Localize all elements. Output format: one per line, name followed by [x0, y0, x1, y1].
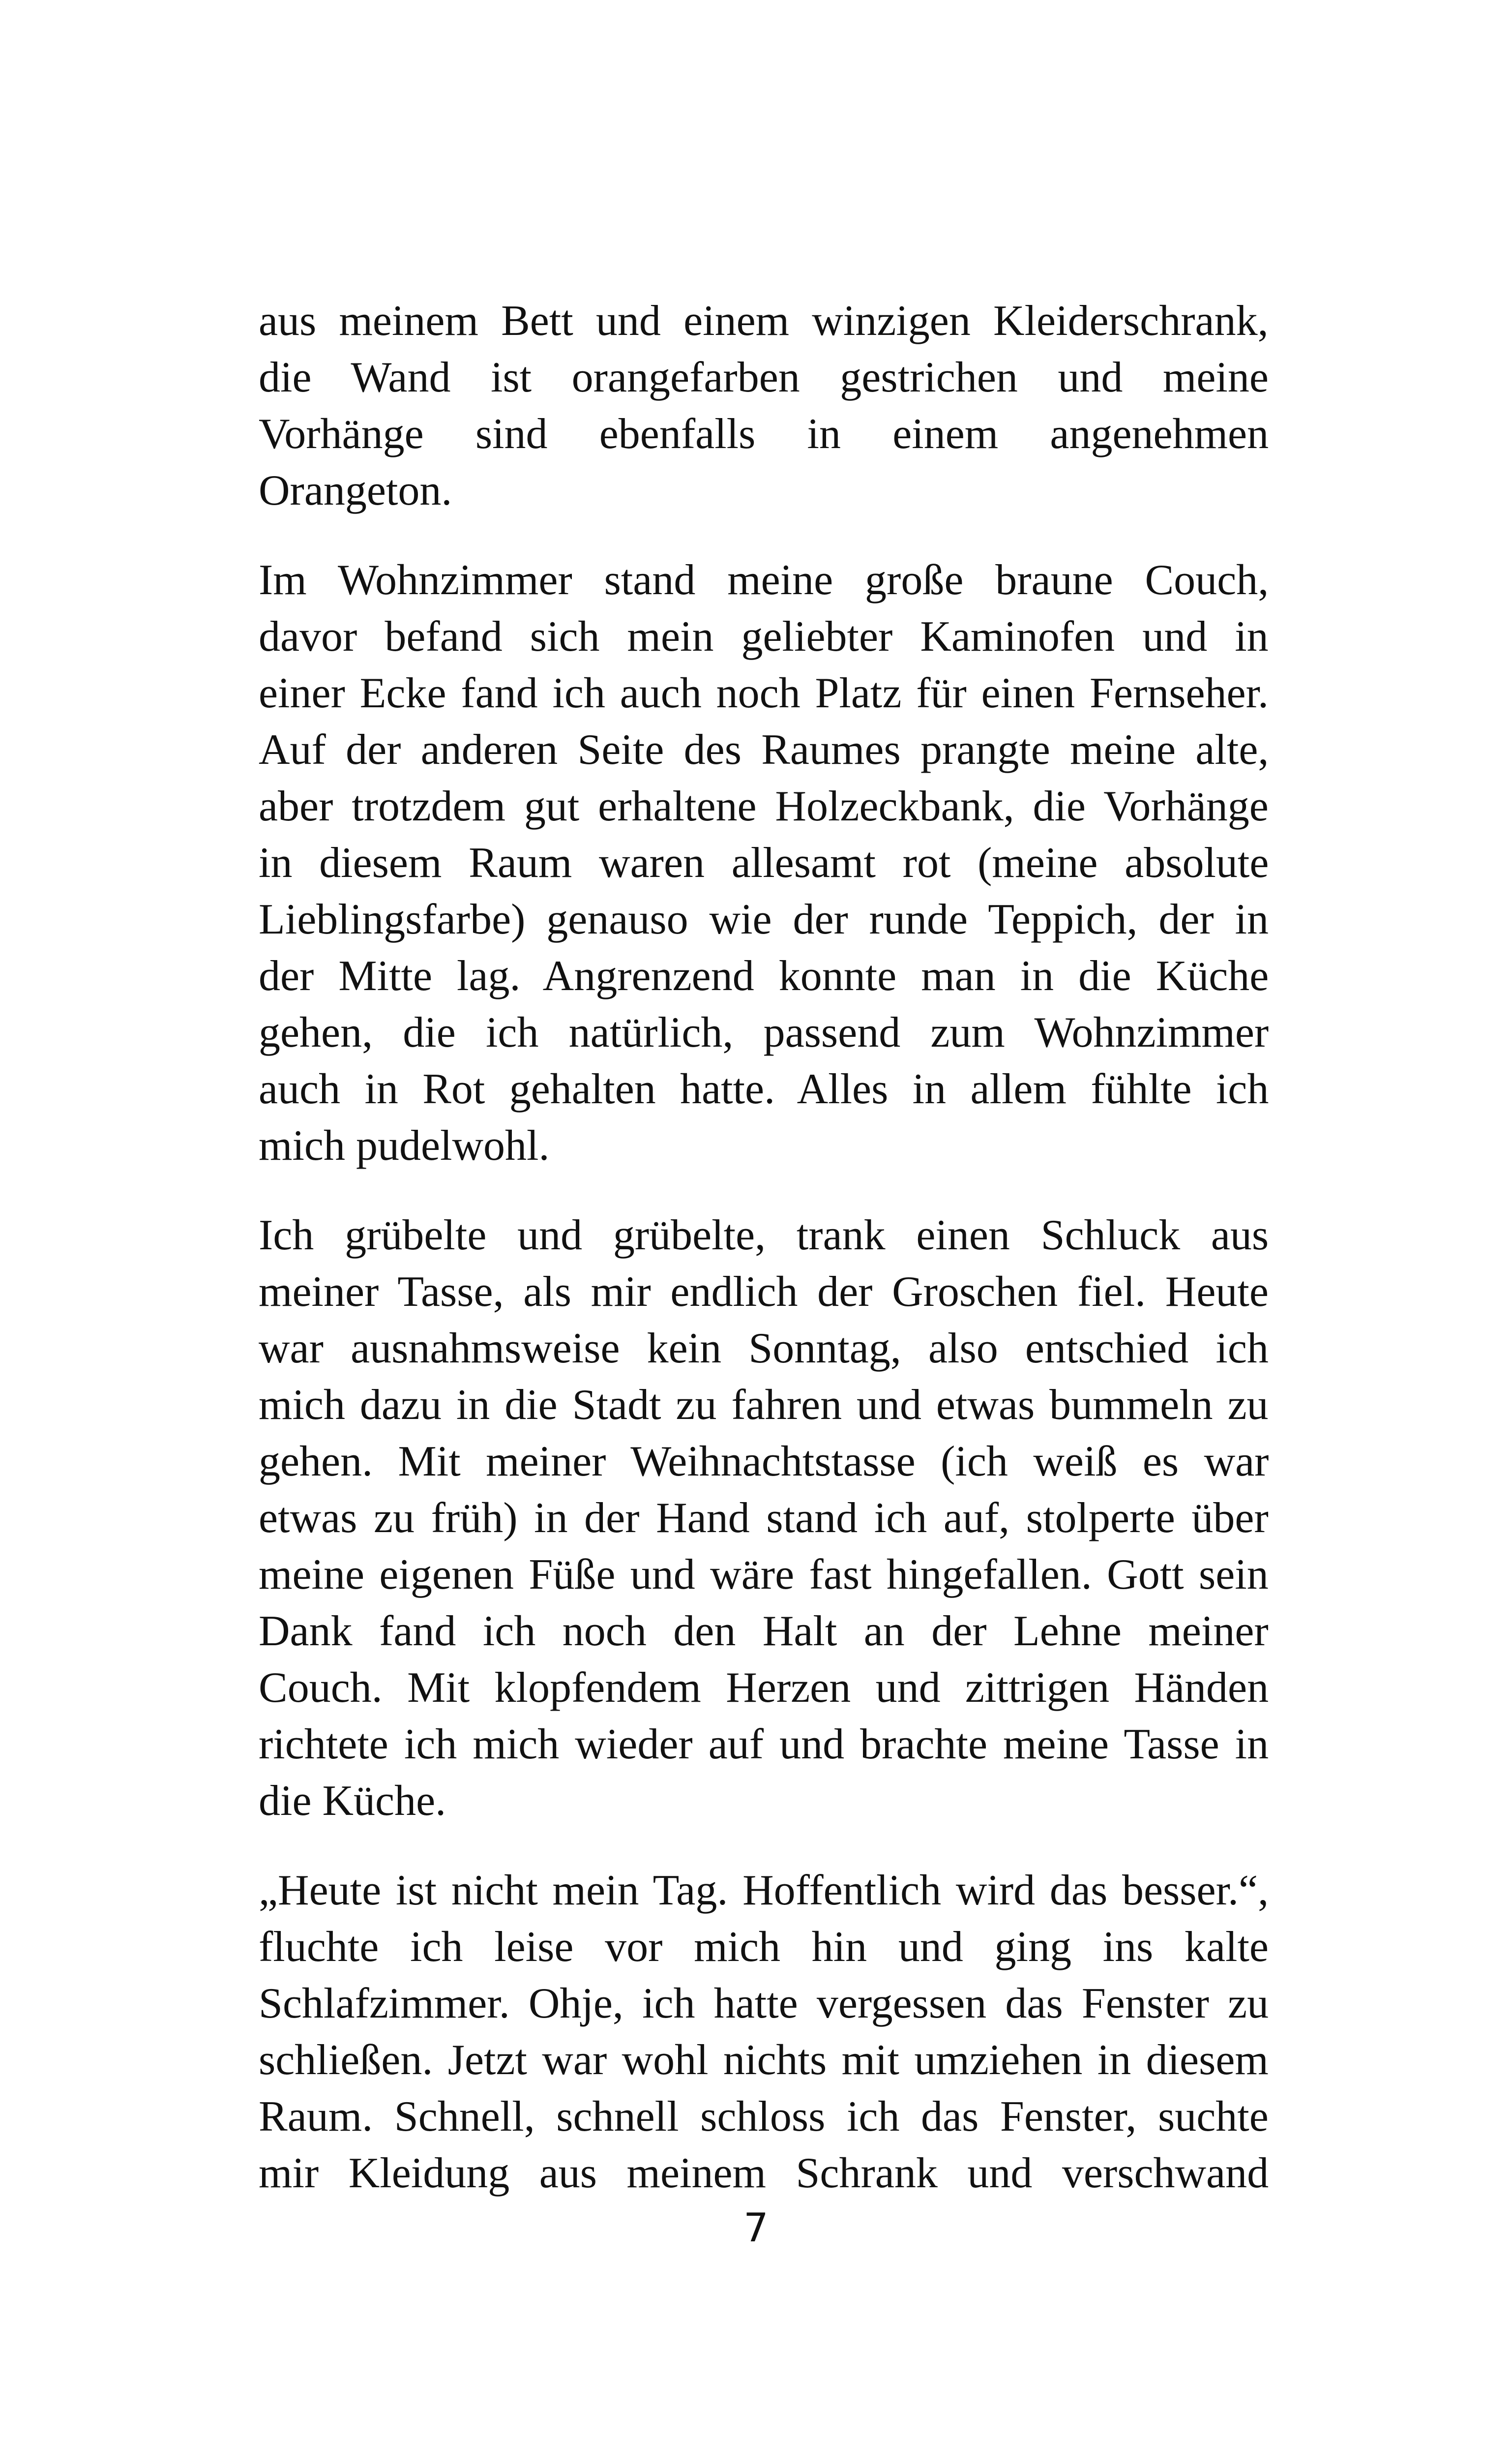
text-line: gehen. Mit meiner Weihnachtstasse (ich weiß es war — [259, 1438, 1269, 1485]
text-line: Lieblingsfarbe) genauso wie der runde Teppich, der in — [259, 896, 1269, 943]
text-line: davor befand sich mein geliebter Kaminofen und in — [259, 613, 1269, 661]
text-line: Dank fand ich noch den Halt an der Lehne meiner — [259, 1607, 1269, 1655]
paragraph — [259, 552, 1269, 1174]
text-line: Ich grübelte und grübelte, trank einen Schluck aus — [259, 1211, 1269, 1259]
text-line: richtete ich mich wieder auf und brachte meine Tasse in — [259, 1720, 1269, 1768]
text-line: fluchte ich leise vor mich hin und ging ins kalte — [259, 1923, 1269, 1971]
text-line: „Heute ist nicht mein Tag. Hoffentlich wird das besser.“, — [259, 1867, 1269, 1914]
text-line: in diesem Raum waren allesamt rot (meine absolute — [259, 839, 1269, 887]
text-line: Vorhänge sind ebenfalls in einem angenehmen — [259, 410, 1269, 458]
text-line: die Wand ist orangefarben gestrichen und meine — [259, 354, 1269, 401]
body-text — [259, 293, 1269, 2202]
text-line: auch in Rot gehalten hatte. Alles in allem fühlte ich — [259, 1065, 1269, 1113]
text-line: meine eigenen Füße und wäre fast hingefallen. Gott sein — [259, 1551, 1269, 1599]
paragraph — [259, 1207, 1269, 1829]
text-line: die Küche. — [259, 1777, 446, 1825]
text-line: Im Wohnzimmer stand meine große braune Couch, — [259, 556, 1269, 604]
paragraph — [259, 1862, 1269, 2202]
page-number: 7 — [743, 2205, 769, 2251]
text-line: mir Kleidung aus meinem Schrank und verschwand — [259, 2149, 1269, 2197]
text-line: etwas zu früh) in der Hand stand ich auf, stolperte über — [259, 1494, 1269, 1542]
text-line: mich pudelwohl. — [259, 1122, 550, 1170]
text-line: gehen, die ich natürlich, passend zum Wohnzimmer — [259, 1009, 1269, 1056]
text-line: Orangeton. — [259, 467, 452, 514]
text-line: einer Ecke fand ich auch noch Platz für einen Fernseher. — [259, 669, 1269, 717]
text-line: aus meinem Bett und einem winzigen Kleiderschrank, — [259, 297, 1269, 345]
text-line: Schlafzimmer. Ohje, ich hatte vergessen das Fenster zu — [259, 1980, 1269, 2027]
text-line: Raum. Schnell, schnell schloss ich das Fenster, suchte — [259, 2093, 1269, 2141]
text-line: der Mitte lag. Angrenzend konnte man in die Küche — [259, 952, 1269, 1000]
paragraph — [259, 293, 1269, 519]
text-line: Auf der anderen Seite des Raumes prangte meine alte, — [259, 726, 1269, 774]
text-line: aber trotzdem gut erhaltene Holzeckbank, die Vorhänge — [259, 783, 1269, 830]
text-line: meiner Tasse, als mir endlich der Groschen fiel. Heute — [259, 1268, 1269, 1316]
text-line: war ausnahmsweise kein Sonntag, also entschied ich — [259, 1325, 1269, 1372]
text-line: mich dazu in die Stadt zu fahren und etwas bummeln zu — [259, 1381, 1269, 1429]
text-line: schließen. Jetzt war wohl nichts mit umziehen in diesem — [259, 2036, 1269, 2084]
text-line: Couch. Mit klopfendem Herzen und zittrigen Händen — [259, 1664, 1269, 1712]
